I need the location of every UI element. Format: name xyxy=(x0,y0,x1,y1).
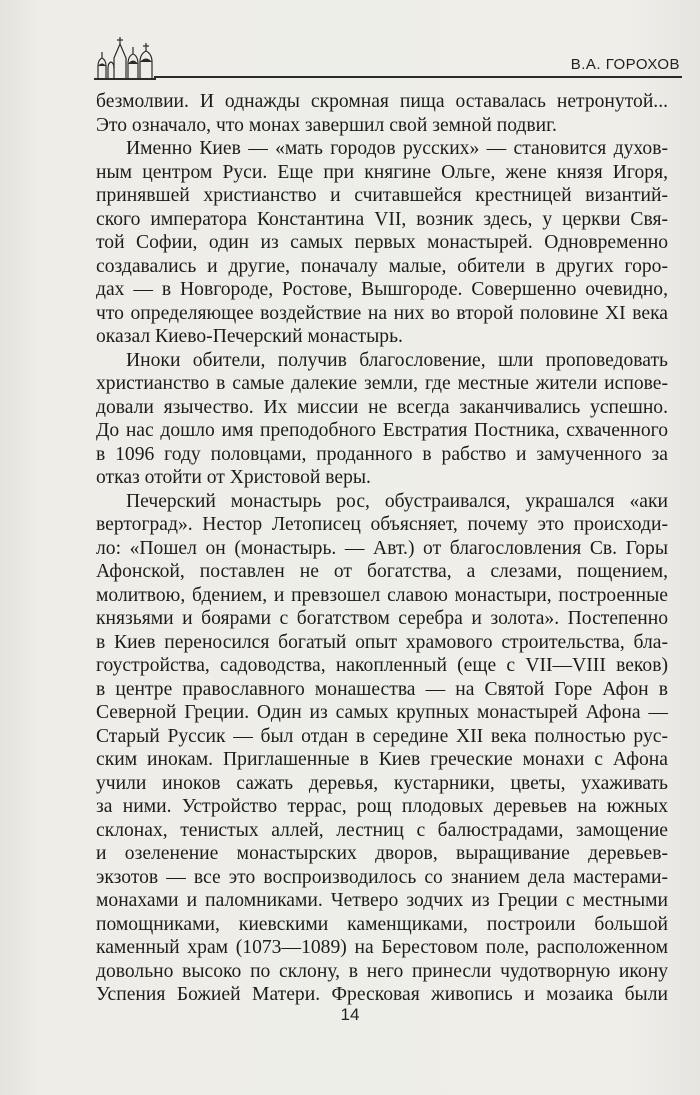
text-line: создавались и другие, поначалу малые, обители в других горо- xyxy=(96,255,668,277)
text-line: в 1096 году половцами, проданного в рабство и замученного за xyxy=(96,443,668,465)
text-line: учили иноков сажать деревья, кустарники, цветы, ухаживать xyxy=(96,772,668,794)
text-line: отказ отойти от Христовой веры. xyxy=(96,467,371,488)
text-line: в центре православного монашества — на Святой Горе Афон в xyxy=(96,678,668,700)
text-line: вертоград». Нестор Летописец объясняет, почему это происходи- xyxy=(96,514,668,535)
text-line: ным центром Руси. Еще при княгине Ольге, жене князя Игоря, xyxy=(96,161,668,183)
text-line: каменный храм (1073—1089) на Берестовом поле, расположенном xyxy=(96,937,668,958)
running-header xyxy=(94,36,684,82)
text-line: Иноки обители, получив благословение, шли проповедовать xyxy=(126,349,668,371)
text-line: оказал Киево-Печерский монастырь. xyxy=(96,326,403,347)
text-line: ским инокам. Приглашенные в Киев греческие монахи с Афона xyxy=(96,749,668,770)
text-line: довольно высоко по склону, в него принесли чудотворную икону xyxy=(96,960,668,982)
text-line: Именно Киев — «мать городов русских» — становится духов- xyxy=(126,138,668,159)
text-line: склонах, тенистых аллей, лестниц с балюстрадами, замощение xyxy=(96,819,668,841)
text-line: довали язычество. Их миссии не всегда заканчивались успешно. xyxy=(96,396,668,418)
text-line: ло: «Пошел он (монастырь. — Авт.) от благословления Св. Горы xyxy=(96,537,668,559)
text-line: ского императора Константина VII, возник здесь, у церкви Свя- xyxy=(96,208,668,230)
text-line: монахами и паломниками. Четверо зодчих из Греции с местными xyxy=(96,890,668,911)
text-line: Успения Божией Матери. Фресковая живопись и мозаика были xyxy=(96,984,668,1005)
text-line: экзотов — все это воспроизводилось со знанием дела мастерами- xyxy=(96,866,668,888)
text-line: дах — в Новгороде, Ростове, Вышгороде. Совершенно очевидно, xyxy=(96,279,668,300)
cathedral-domes-icon xyxy=(94,36,156,80)
text-line: Печерский монастырь рос, обустраивался, украшался «аки xyxy=(126,490,668,512)
running-header-author: В.А. ГОРОХОВ xyxy=(570,56,680,73)
text-line: и озеленение монастырских дворов, выращивание деревьев- xyxy=(96,843,668,864)
text-line: До нас дошло имя преподобного Евстратия Постника, схваченного xyxy=(96,420,668,441)
text-line: христианство в самые далекие земли, где местные жители испове- xyxy=(96,373,668,394)
text-line: принявшей христианство и считавшейся крестницей византий- xyxy=(96,185,668,206)
text-line: Афонской, поставлен не от богатства, а слезами, пощением, xyxy=(96,561,668,582)
text-line: Старый Руссик — был отдан в середине XII века полностью рус- xyxy=(96,725,668,747)
text-line: Северной Греции. Один из самых крупных монастырей Афона — xyxy=(96,702,668,723)
page-number: 14 xyxy=(340,1005,360,1024)
text-line: гоустройства, садоводства, накопленный (еще с VII—VIII веков) xyxy=(96,655,668,676)
text-line: Это означало, что монах завершил свой земной подвиг. xyxy=(96,114,557,136)
text-line: безмолвии. И однажды скромная пища оставалась нетронутой... xyxy=(96,91,668,112)
text-line: молитвою, бдением, и превзошел славою монастыри, построенные xyxy=(96,584,668,606)
text-line: помощниками, киевскими каменщиками, построили большой xyxy=(96,913,668,935)
text-line: князьями и боярами с богатством серебра и золота». Постепенно xyxy=(96,608,668,629)
body-text xyxy=(96,90,668,1007)
header-rule xyxy=(154,76,682,78)
text-line: что определяющее воздействие на них во второй половине XI века xyxy=(96,302,668,324)
text-line: в Киев переносился богатый опыт храмового строительства, бла- xyxy=(96,631,668,653)
text-line: за ними. Устройство террас, рощ плодовых деревьев на южных xyxy=(96,796,668,817)
text-line: той Софии, один из самых первых монастырей. Одновременно xyxy=(96,232,668,253)
